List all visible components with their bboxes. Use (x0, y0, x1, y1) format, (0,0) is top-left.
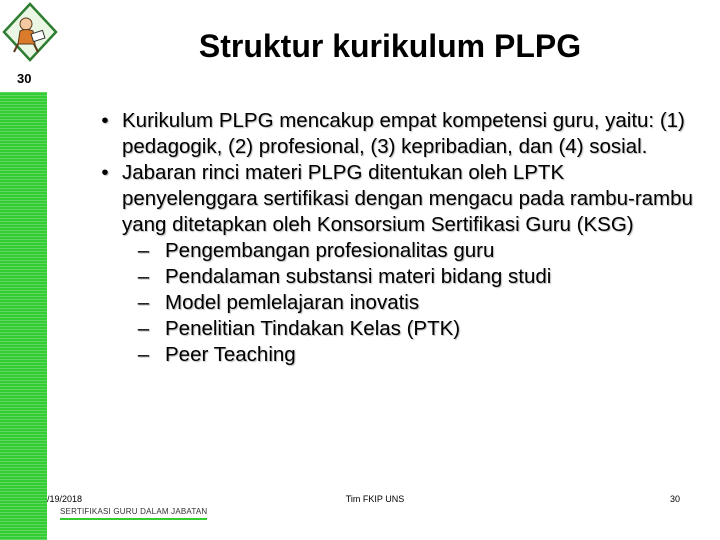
dash-mark: – (137, 291, 150, 314)
footer-subtitle: SERTIFIKASI GURU DALAM JABATAN (60, 507, 207, 520)
footer-date: /19/2018 (47, 494, 83, 504)
sub-item-text: Penelitian Tindakan Kelas (PTK) (165, 317, 461, 340)
bullet-mark: • (101, 161, 109, 184)
dash-mark: – (137, 317, 150, 340)
slide-content (88, 108, 698, 368)
sub-item-text: Pengembangan profesionalitas guru (165, 239, 495, 262)
dash-mark: – (137, 239, 150, 262)
sub-item (88, 290, 698, 316)
bullet-item (88, 160, 698, 238)
dash-mark: – (137, 343, 150, 366)
bullet-text: Kurikulum PLPG mencakup empat kompetensi guru, yaitu: (1) pedagogik, (2) profesional, (3) kepribadian, dan (4) sosial. (122, 109, 685, 158)
bullet-mark: • (101, 109, 109, 132)
footer-page-number: 30 (669, 494, 680, 504)
sub-item-text: Pendalaman substansi materi bidang studi (165, 265, 552, 288)
mascot-logo-icon (0, 0, 60, 64)
bullet-item (88, 108, 698, 160)
sub-item-text: Model pemlelajaran inovatis (165, 291, 420, 314)
footer-author: Tim FKIP UNS (345, 494, 405, 504)
bullet-text: Jabaran rinci materi PLPG ditentukan oleh LPTK penyelenggara sertifikasi dengan mengacu pada rambu-rambu yang ditetapkan oleh Konsorsium Sertifikasi Guru (KSG) (122, 161, 693, 236)
sub-item-text: Peer Teaching (165, 343, 296, 366)
slide-title: Struktur kurikulum PLPG (198, 28, 582, 64)
sub-item (88, 316, 698, 342)
sub-item (88, 342, 698, 368)
dash-mark: – (137, 265, 150, 288)
slide-number-top: 30 (17, 71, 32, 86)
sub-item (88, 238, 698, 264)
sub-item (88, 264, 698, 290)
